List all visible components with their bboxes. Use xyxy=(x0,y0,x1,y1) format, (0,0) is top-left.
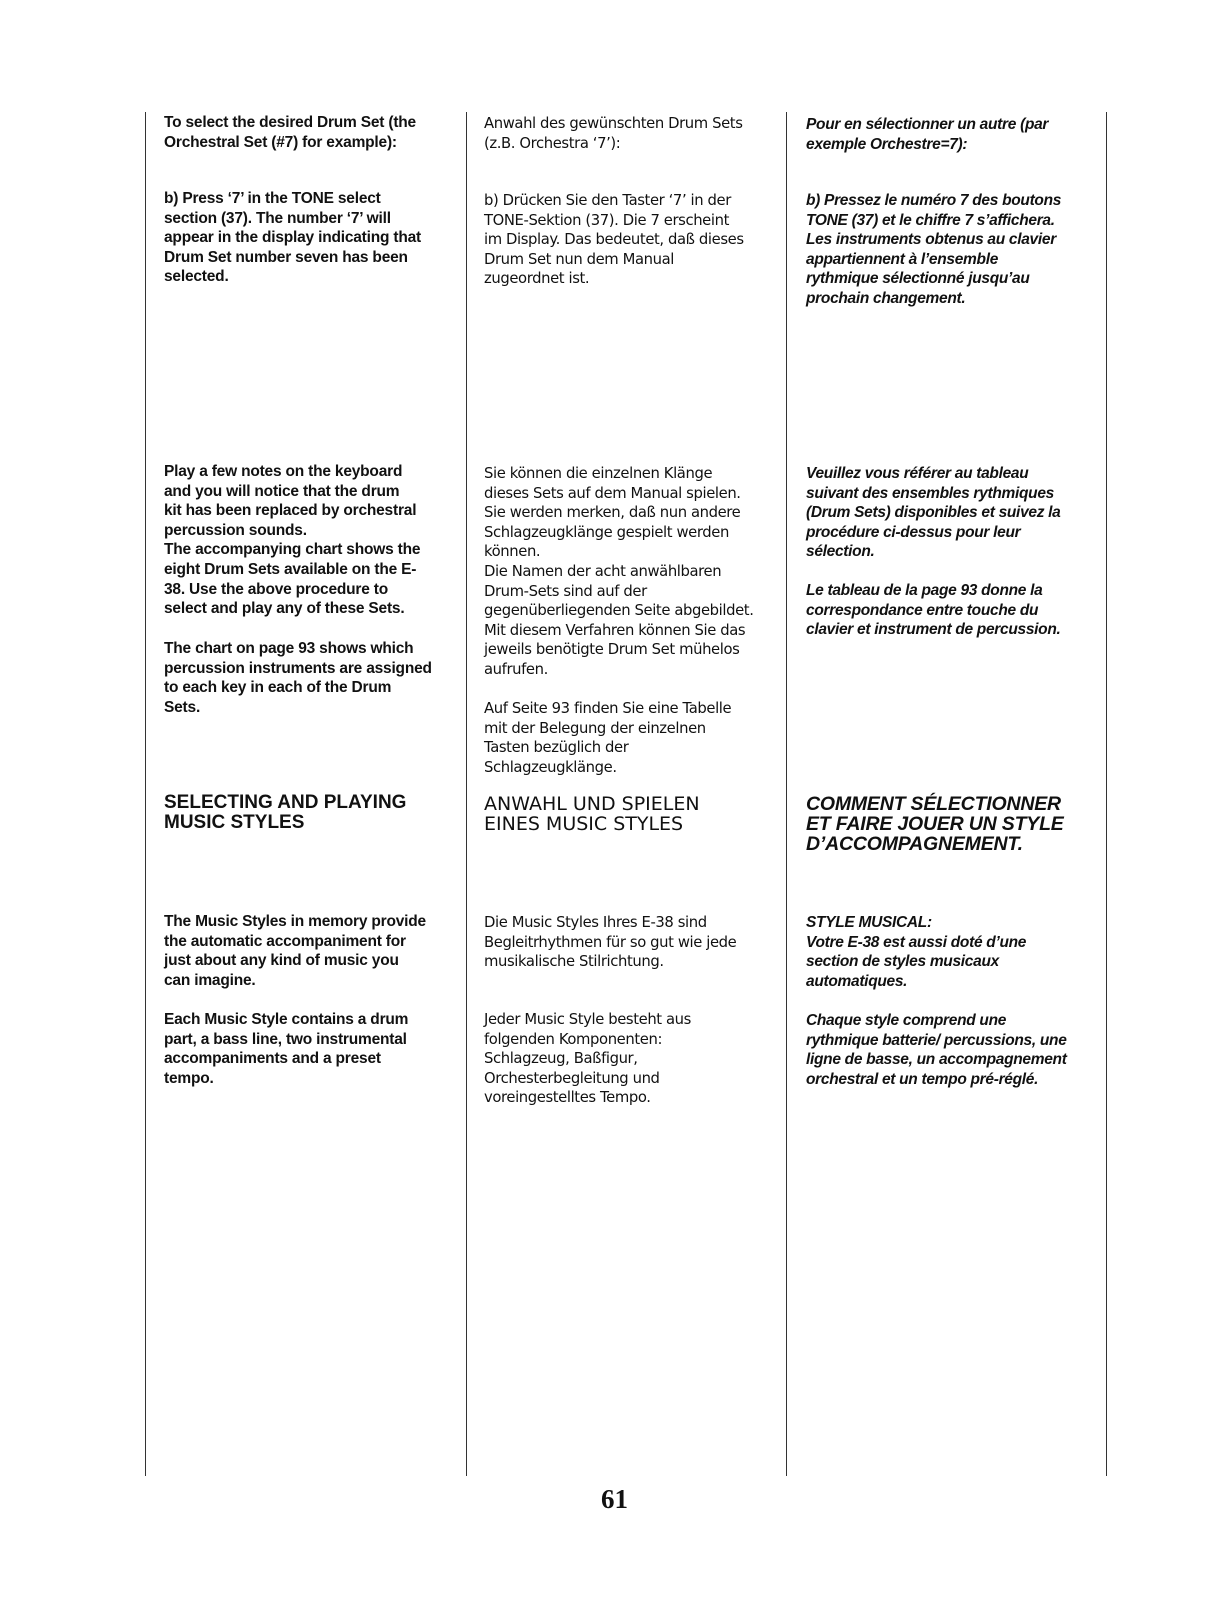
de-chart-ref: Auf Seite 93 finden Sie eine Tabelle mit der Belegung der einzelnen Tasten bezüglich der Schlagzeugklänge. xyxy=(484,700,732,776)
de-play-notes: Sie können die einzelnen Klänge dieses Sets auf dem Manual spielen. Sie werden merken, daß nun andere Schlagzeugklänge gespielt werden können. Die Namen der acht anwählbaren Drum-Sets sind auf der gegenüberliegenden Seite abgebildet. Mit diesem Verfahren können Sie das jeweils benötigte Drum Set mühelos aufrufen. xyxy=(484,465,754,678)
column-rule-center-left xyxy=(466,112,467,1476)
en-intro: To select the desired Drum Set (the Orchestral Set (#7) for example): xyxy=(164,114,416,151)
en-chart-ref: The chart on page 93 shows which percussion instruments are assigned to each key in each of the Drum Sets. xyxy=(164,640,432,716)
en-step-b: b) Press ‘7’ in the TONE select section (37). The number ‘7’ will appear in the display indicating that Drum Set number seven has been selected. xyxy=(164,190,422,286)
de-section-heading: ANWAHL UND SPIELEN EINES MUSIC STYLES xyxy=(484,793,700,835)
en-styles-intro: The Music Styles in memory provide the automatic accompaniment for just about any kind of music you can imagine. xyxy=(164,913,426,989)
de-styles-contents: Jeder Music Style besteht aus folgenden Komponenten: Schlagzeug, Baßfigur, Orchesterbegleitung und voreingestelltes Tempo. xyxy=(484,1011,691,1107)
column-rule-center-right xyxy=(786,112,787,1476)
en-styles-contents: Each Music Style contains a drum part, a bass line, two instrumental accompaniments and a preset tempo. xyxy=(164,1011,409,1087)
fr-chart-ref: Le tableau de la page 93 donne la correspondance entre touche du clavier et instrument de percussion. xyxy=(806,582,1061,639)
fr-styles-contents: Chaque style comprend une rythmique batterie/ percussions, une ligne de basse, un accompagnement orchestral et un tempo pré-réglé. xyxy=(806,1012,1067,1088)
column-rule-right xyxy=(1106,112,1107,1476)
en-play-notes: Play a few notes on the keyboard and you will notice that the drum kit has been replaced by orchestral percussion sounds. The accompanying chart shows the eight Drum Sets available on the E- 38. Use the above procedure to select and play any of these Sets. xyxy=(164,463,421,618)
fr-section-heading: COMMENT SÉLECTIONNER ET FAIRE JOUER UN STYLE D’ACCOMPAGNEMENT. xyxy=(806,793,1064,855)
fr-styles-intro: STYLE MUSICAL: Votre E-38 est aussi doté d’une section de styles musicaux automatiques. xyxy=(806,914,1027,990)
de-styles-intro: Die Music Styles Ihres E-38 sind Begleitrhythmen für so gut wie jede musikalische Stilrichtung. xyxy=(484,914,737,971)
en-section-heading: SELECTING AND PLAYING MUSIC STYLES xyxy=(164,792,407,833)
page-number: 61 xyxy=(601,1484,628,1514)
column-rule-left xyxy=(145,112,146,1476)
fr-play-notes: Veuillez vous référer au tableau suivant des ensembles rythmiques (Drum Sets) disponibles et suivez la procédure ci-dessus pour leur sélection. xyxy=(806,465,1061,561)
fr-intro: Pour en sélectionner un autre (par exemple Orchestre=7): xyxy=(806,116,1049,153)
fr-step-b: b) Pressez le numéro 7 des boutons TONE (37) et le chiffre 7 s’affichera. Les instruments obtenus au clavier appartiennent à l’ensemble rythmique sélectionné jusqu’au prochain changement. xyxy=(806,192,1062,307)
de-intro: Anwahl des gewünschten Drum Sets (z.B. Orchestra ‘7’): xyxy=(484,115,743,152)
de-step-b: b) Drücken Sie den Taster ‘7’ in der TONE-Sektion (37). Die 7 erscheint im Display. Das bedeutet, daß dieses Drum Set nun dem Manual zugeordnet ist. xyxy=(484,192,744,288)
